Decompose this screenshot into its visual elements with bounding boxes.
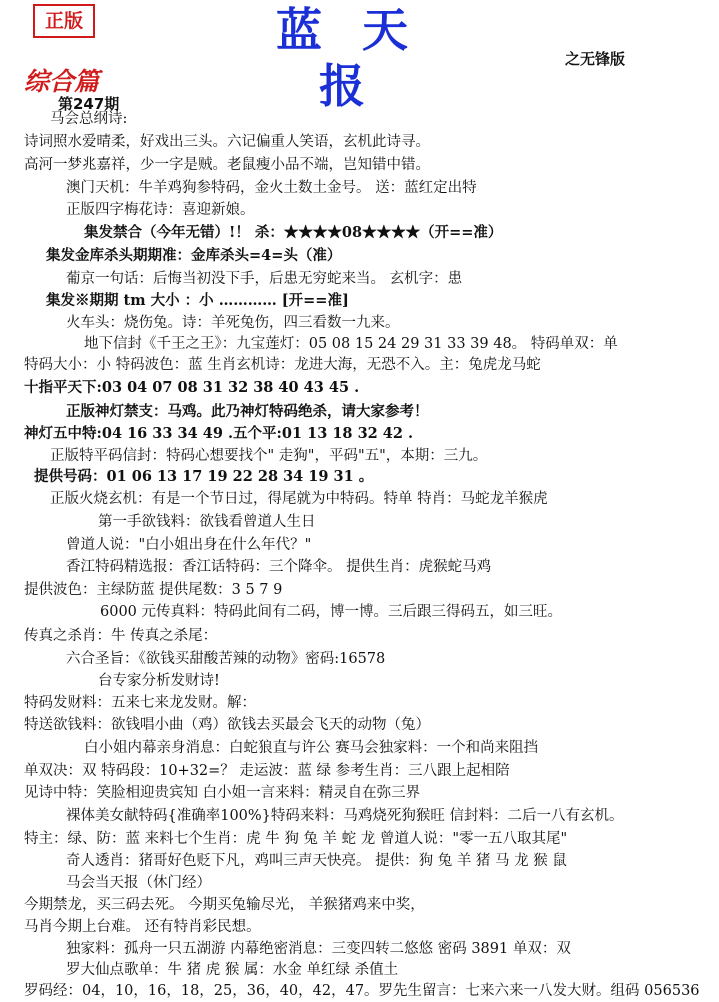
authentic-edition-stamp: 正版 [33,4,95,38]
text-line: 见诗中特：笑脸相迎贵宾知 白小姐一言来料：精灵自在弥三界 [24,785,421,801]
text-line: 神灯五中特:04 16 33 34 49 .五个平:01 13 18 32 42 . [24,425,414,442]
text-line: 白小姐内幕亲身消息：白蛇狼直与许公 赛马会独家料：一个和尚来阻挡 [84,740,539,756]
text-line: 裸体美女献特码{准确率100%}特码来料：马鸡烧死狗猴旺 信封料：二后一八有玄机。 [66,808,624,824]
text-line: 6000 元传真料：特码此间有二码，博一博。三后跟三得码五，如三旺。 [100,604,563,620]
text-line: 马肖今期上台难。 还有特肖彩民想。 [24,919,261,935]
text-line: 特码发财料：五来七来龙发财。解： [24,695,256,711]
text-line: 葡京一句话：后悔当初没下手，后患无穷蛇来当。 玄机字：患 [66,271,463,287]
text-line: 奇人透肖：猪哥好色贬下凡，鸡叫三声天快亮。 提供：狗 兔 羊 猪 马 龙 猴 鼠 [66,853,567,869]
text-line: 特码大小：小 特码波色：蓝 生肖玄机诗：龙进大海，无恐不入。主：兔虎龙马蛇 [24,357,541,373]
text-line: 香江特码精选报：香江话特码：三个降伞。 提供生肖：虎猴蛇马鸡 [66,559,492,575]
text-line: 正版火烧玄机：有是一个节日过，得尾就为中特码。特单 特肖：马蛇龙羊猴虎 [50,491,548,507]
edition-label: 之无锋版 [565,50,626,68]
section-heading: 综合篇 [24,67,100,96]
text-line: 特主：绿、防：蓝 来料七个生肖：虎 牛 狗 兔 羊 蛇 龙 曾道人说："零一五八取其尾" [24,831,568,847]
text-line: 提供号码：01 06 13 17 19 22 28 34 19 31 。 [34,468,374,485]
text-line: 特送欲钱料：欲钱唱小曲（鸡）欲钱去买最会飞天的动物（兔） [24,717,430,733]
text-line: 马会总纲诗: [50,111,128,127]
text-line: 独家料：孤舟一只五湖游 内幕绝密消息：三变四转二悠悠 密码 3891 单双：双 [66,941,571,957]
text-line: 火车头：烧伤兔。诗：羊死兔伤，四三看数一九来。 [66,315,400,331]
text-line: 台专家分析发财诗! [98,673,220,689]
text-line: 地下信封《千王之王》：九宝莲灯：05 08 15 24 29 31 33 39 48。 特码单双：单 [84,336,618,352]
text-line: 集发※期期 tm 大小 ：小 ………… [开==准] [46,292,349,309]
text-line: 单双决：双 特码段：10+32=？ 走运波：蓝 绿 参考生肖：三八跟上起相陪 [24,763,510,779]
text-line: 十指平天下:03 04 07 08 31 32 38 40 43 45 . [24,379,360,396]
text-line: 澳门天机：牛羊鸡狗参特码，金火土数土金号。 送：蓝红定出特 [66,180,477,196]
issue-number: 第247期 [58,95,120,113]
text-line: 罗码经：04，10，16，18，25，36，40，42，47。罗先生留言：七来六来一八发大财。组码 056536 [24,983,700,999]
text-line: 提供波色：主绿防蓝 提供尾数：3 5 7 9 [24,582,283,598]
text-line: 正版神灯禁支：马鸡。此乃神灯特码绝杀，请大家参考！ [66,403,429,420]
text-line: 高河一梦兆嘉祥，少一字是贼。老鼠瘦小品不端，岂知错中错。 [24,157,430,173]
text-line: 正版特平码信封：特码心想要找个" 走狗"，平码"五"，本期：三九。 [50,448,488,464]
newspaper-title: 蓝 天 报 [275,3,420,113]
text-line: 曾道人说："白小姐出身在什么年代？" [66,537,312,553]
text-line: 正版四字梅花诗：喜迎新娘。 [66,202,255,218]
text-line: 马会当天报（休门经） [66,875,211,891]
text-line: 集发禁合（今年无错）!！ 杀：★★★★08★★★★（开==准） [84,224,503,241]
text-line: 六合圣旨：《欲钱买甜酸苦辣的动物》密码:16578 [66,651,386,667]
text-line: 罗大仙点歌单：牛 猪 虎 猴 属：水金 单红绿 杀值土 [66,962,399,978]
text-line: 传真之杀肖：牛 传真之杀尾： [24,628,218,644]
text-line: 集发金库杀头期期准：金库杀头=4=头（准） [46,247,342,264]
text-line: 第一手欲钱料：欲钱看曾道人生日 [98,514,316,530]
text-line: 诗词照水爱晴柔，好戏出三头。六记偏重人笑语，玄机此诗寻。 [24,134,430,150]
text-line: 今期禁龙，买三码去死。 今期买兔输尽光， 羊猴猪鸡来中奖， [24,897,425,913]
